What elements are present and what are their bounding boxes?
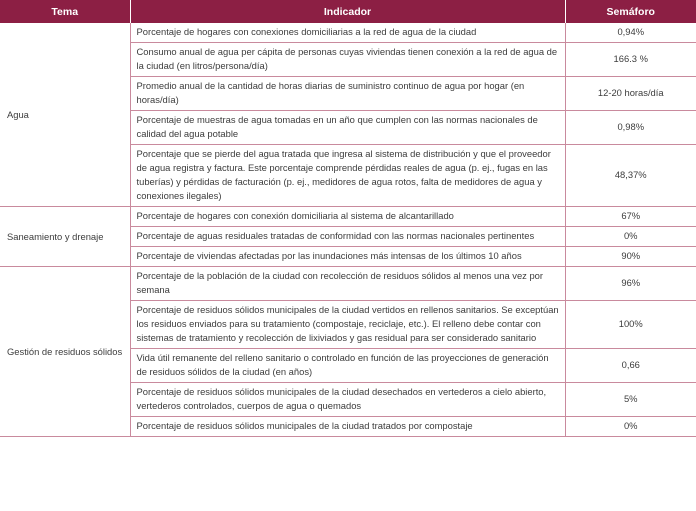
header-row bbox=[0, 0, 696, 23]
tema-cell: Saneamiento y drenaje bbox=[0, 207, 130, 267]
indicador-cell: Porcentaje de muestras de agua tomadas en un año que cumplen con las normas nacionales de calidad del agua potable bbox=[130, 111, 565, 145]
indicador-cell: Porcentaje de residuos sólidos municipales de la ciudad vertidos en rellenos sanitarios. Se exceptúan los residuos enviados para su tratamiento (compostaje, reciclaje, etc.). El relleno debe contar con sistemas de tratamiento y recolección de lixiviados y gas residual para ser considerado sanitario bbox=[130, 301, 565, 349]
table-header bbox=[0, 0, 696, 23]
indicador-cell: Porcentaje que se pierde del agua tratada que ingresa al sistema de distribución y que el proveedor de agua registra y factura. Este porcentaje comprende pérdidas reales de agua (p. ej., fugas en las tuberías) y pérdidas de facturación (p. ej., medidores de agua rotos, falta de medidores de agua y conexiones ilegales) bbox=[130, 145, 565, 207]
semaforo-cell: 12-20 horas/día bbox=[565, 77, 696, 111]
indicador-cell: Porcentaje de la población de la ciudad con recolección de residuos sólidos al menos una vez por semana bbox=[130, 267, 565, 301]
semaforo-cell: 0,98% bbox=[565, 111, 696, 145]
indicador-cell: Consumo anual de agua per cápita de personas cuyas viviendas tienen conexión a la red de agua de la ciudad (en litros/persona/día) bbox=[130, 43, 565, 77]
semaforo-cell: 166.3 % bbox=[565, 43, 696, 77]
header-indicador: Indicador bbox=[130, 0, 565, 23]
indicador-cell: Porcentaje de residuos sólidos municipales de la ciudad desechados en vertederos a cielo abierto, vertederos controlados, cuerpos de agua o quemados bbox=[130, 383, 565, 417]
table-row bbox=[0, 267, 696, 301]
tema-cell: Agua bbox=[0, 23, 130, 207]
table-row bbox=[0, 23, 696, 43]
semaforo-cell: 48,37% bbox=[565, 145, 696, 207]
indicador-cell: Porcentaje de aguas residuales tratadas de conformidad con las normas nacionales pertinentes bbox=[130, 227, 565, 247]
semaforo-cell: 0% bbox=[565, 417, 696, 437]
indicador-cell: Porcentaje de hogares con conexiones domiciliarias a la red de agua de la ciudad bbox=[130, 23, 565, 43]
semaforo-cell: 5% bbox=[565, 383, 696, 417]
header-tema: Tema bbox=[0, 0, 130, 23]
header-semaforo: Semáforo bbox=[565, 0, 696, 23]
indicador-cell: Vida útil remanente del relleno sanitario o controlado en función de las proyecciones de generación de residuos sólidos de la ciudad (en años) bbox=[130, 349, 565, 383]
tema-cell: Gestión de residuos sólidos bbox=[0, 267, 130, 437]
semaforo-cell: 0% bbox=[565, 227, 696, 247]
table-row bbox=[0, 207, 696, 227]
semaforo-cell: 90% bbox=[565, 247, 696, 267]
indicador-cell: Porcentaje de hogares con conexión domiciliaria al sistema de alcantarillado bbox=[130, 207, 565, 227]
semaforo-cell: 100% bbox=[565, 301, 696, 349]
semaforo-cell: 96% bbox=[565, 267, 696, 301]
indicador-cell: Porcentaje de viviendas afectadas por las inundaciones más intensas de los últimos 10 años bbox=[130, 247, 565, 267]
table-body bbox=[0, 23, 696, 437]
semaforo-cell: 67% bbox=[565, 207, 696, 227]
semaforo-cell: 0,94% bbox=[565, 23, 696, 43]
semaforo-cell: 0,66 bbox=[565, 349, 696, 383]
indicador-cell: Promedio anual de la cantidad de horas diarias de suministro continuo de agua por hogar (en horas/día) bbox=[130, 77, 565, 111]
indicador-cell: Porcentaje de residuos sólidos municipales de la ciudad tratados por compostaje bbox=[130, 417, 565, 437]
